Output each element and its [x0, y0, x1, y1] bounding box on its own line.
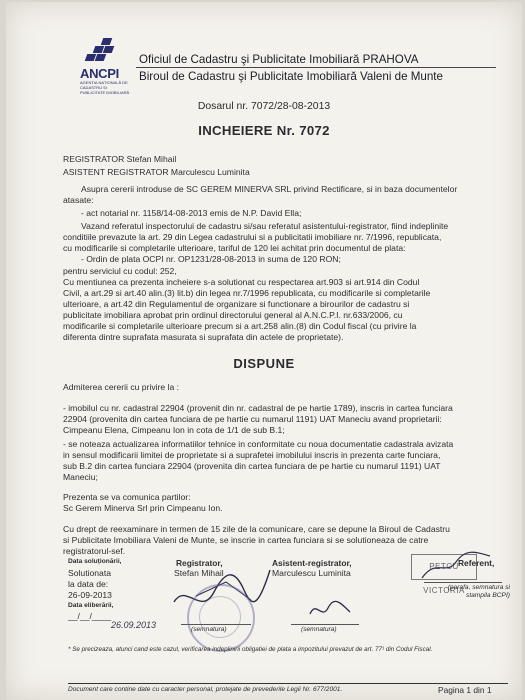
logo-subtitle: AGENȚIA NAȚIONALĂ DE CADASTRU ȘI PUBLICITATE IMOBILIARĂ — [80, 80, 130, 95]
registrar-name: Stefan Mihail — [174, 568, 224, 578]
registrar-label: Registrator, — [176, 558, 223, 568]
date-release-label: Data eliberării, — [68, 602, 114, 609]
footnote: * Se precizeaza, atunci cand este cazul, verificarea indeplinirii obligatiei de plata a impozitului prevazut de art. 77¹ din Codul Fiscal. — [68, 646, 433, 653]
property-line-1: - imobilul cu nr. cadastral 22904 (provenit din nr. cadastral de pe hartie 1789), inscris in cartea funciara — [63, 403, 453, 413]
stamp-text: PETCU VICTORIA — [423, 562, 465, 595]
solution-date: 26-09-2013 — [68, 590, 112, 600]
office-line-2: Biroul de Cadastru şi Publicitate Imobiliară Valeni de Munte — [139, 70, 443, 83]
referat-text-3: cu modificarile si completarile ulterioare, tariful de 120 lei achitat prin documentul de plata: — [63, 243, 406, 253]
referent-signature-caption: (parafa, semnatura si stampila BCPI) — [447, 584, 510, 599]
registrar: REGISTRATOR Stefan Mihail — [63, 154, 177, 164]
dispune-heading: DISPUNE — [233, 356, 295, 371]
update-line-4: Maneciu; — [63, 472, 98, 482]
handwritten-date: 26.09.2013 — [111, 620, 157, 630]
service-code: pentru serviciul cu codul: 252, — [63, 266, 177, 276]
property-line-3: Cimpeanu Elena, Cimpeanu Ion in cota de 1/1 de sub B.1; — [63, 425, 285, 435]
assistant-label: Asistent-registrator, — [272, 558, 352, 568]
assistant-registrar: ASISTENT REGISTRATOR Marculescu Luminita — [63, 167, 250, 177]
header-divider — [136, 67, 496, 68]
office-line-1: Oficiul de Cadastru şi Publicitate Imobiliară PRAHOVA — [139, 53, 419, 66]
document-page — [6, 2, 522, 700]
dosar-number: Dosarul nr. 7072/28-08-2013 — [197, 101, 331, 112]
mention-text-1: Cu mentiunea ca prezenta incheiere s-a solutionat cu respectarea art.903 si art.914 din Codul — [63, 277, 420, 287]
mention-text-3: ulterioare, a art.42 din Regulamentul de organizare si functionare a birourilor de cadastru si — [63, 299, 410, 309]
solutionata-label: Solutionata — [68, 568, 112, 578]
la-data-de-label: la data de: — [68, 579, 109, 589]
admit-text: Admiterea cererii cu privire la : — [63, 382, 180, 392]
reexam-line-2: si Publicitate Imobiliara Valeni de Munte, se inscrie in cartea funciara si se solutioneaza de catre — [63, 535, 429, 545]
ancpi-logo-icon — [80, 38, 128, 68]
request-text-cont: atasate: — [63, 195, 94, 205]
request-text: Asupra cererii introduse de SC GEREM MINERVA SRL privind Rectificare, si in baza documentelor — [81, 184, 458, 194]
date-solution-label: Data soluționării, — [68, 558, 122, 565]
update-line-2: in sensul modificarii limitei de proprietate si a suprafetei imobilului inscris in prezenta carte funciara, — [63, 450, 441, 460]
referat-text: Vazand referatul inspectorului de cadastru si/sau referatul asistentului-registrator, fiind indeplinite — [81, 221, 449, 231]
release-date-blank: __/__/____ — [68, 611, 112, 621]
registrar-signature-caption: (semnatura) — [191, 626, 227, 633]
reexam-line-1: Cu drept de reexaminare in termen de 15 zile de la comunicare, care se depune la Biroul de Cadastru — [63, 524, 450, 534]
assistant-signature-icon — [306, 596, 356, 624]
communication-party: Sc Gerem Minerva Srl prin Cimpeanu Ion. — [63, 503, 223, 513]
footer-privacy-note: Document care contine date cu caracter personal, protejate de prevederile Legii Nr. 677/2001. — [68, 686, 343, 693]
mention-text-5: modificarile si completarile ulterioare precum si a art.258 alin.(8) din Codul fiscal (cu privire la — [63, 321, 417, 331]
reexam-line-3: registratorul-sef. — [63, 546, 126, 556]
referat-text-2: conditiile prevazute la art. 29 din Legea cadastrului si a publicitatii imobiliare nr. 7/1996, republicata, — [63, 232, 442, 242]
property-line-2: 22904 (provenita din cartea funciara de pe hartie cu numarul 1191) UAT Maneciu avand proprietarii: — [63, 414, 442, 424]
update-line-3: sub B.2 din cartea funciara 22904 (provenita din cartea funciara de pe hartie cu numarul 1191) UAT — [63, 461, 441, 471]
mention-text-2: Civil, a art.29 si art.40 alin.(3) lit.b) din legea nr.7/1996 republicata, cu modificarile si completarile — [63, 288, 431, 298]
update-line-1: - se noteaza actualizarea informatiilor tehnice in conformitate cu noua documentatie cadastrala avizata — [63, 439, 454, 449]
document-title: INCHEIERE Nr. 7072 — [198, 123, 330, 138]
referent-label: Referent, — [458, 558, 495, 568]
footer-divider — [68, 683, 508, 684]
notarial-act: - act notarial nr. 1158/14-08-2013 emis de N.P. David Ella; — [81, 208, 302, 218]
round-stamp-icon — [187, 584, 255, 652]
payment-order: - Ordin de plata OCPI nr. OP1231/28-08-2013 in suma de 120 RON; — [81, 254, 341, 264]
logo-name: ANCPI — [80, 66, 119, 81]
communication-label: Prezenta se va comunica partilor: — [63, 492, 191, 502]
page-number: Pagina 1 din 1 — [438, 685, 492, 695]
mention-text-4: publicitate imobiliara aprobat prin ordinul directorului general al A.N.C.P.I. nr.633/2006, cu — [63, 310, 403, 320]
assistant-name: Marculescu Luminita — [272, 568, 351, 578]
assistant-signature-caption: (semnatura) — [301, 626, 337, 633]
mention-text-6: diferenta dintre suprafata masurata si suprafata din actele de proprietate). — [63, 332, 344, 342]
